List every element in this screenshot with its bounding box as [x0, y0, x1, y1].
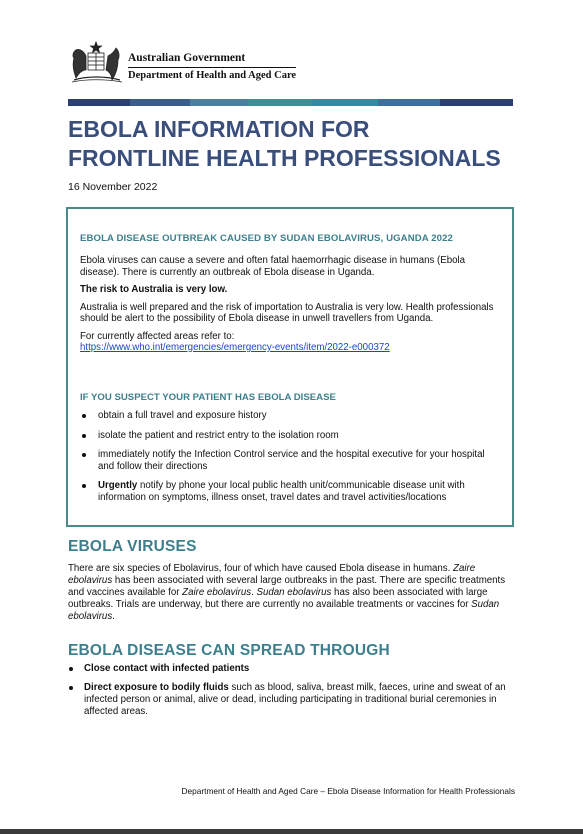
species-name: Zaire ebolavirus: [68, 563, 476, 586]
bullet-icon: [82, 484, 86, 488]
ebola-viruses-paragraph: [68, 563, 514, 623]
australian-coat-of-arms-icon: [68, 40, 124, 84]
bullet-icon: [69, 667, 73, 671]
outbreak-callout-box: [66, 207, 514, 527]
callout-intro: Ebola viruses can cause a severe and often fatal haemorrhagic disease in humans (Ebola disease). There is currently an outbreak of Ebola disease in Uganda.: [80, 255, 466, 278]
bullet-icon: [82, 453, 86, 457]
list-item: [68, 682, 514, 718]
document-date: 16 November 2022: [68, 181, 158, 193]
bullet-icon: [82, 434, 86, 438]
text-run: has also been associated with large outbreaks. Trials are underway, but there are currently no available treatments or vaccines for: [68, 587, 488, 610]
list-item: [80, 430, 500, 442]
list-item-bold: Urgently: [98, 480, 138, 491]
government-wordmark: [128, 52, 296, 82]
list-item-text: immediately notify the Infection Control service and the hospital executive for your hospital and follow their directions: [98, 449, 485, 472]
page-bottom-edge: [0, 829, 583, 834]
list-item-bold: Direct exposure to bodily fluids: [84, 682, 229, 693]
list-item: [80, 410, 500, 422]
color-bar-segment: [190, 99, 248, 106]
spread-list: [68, 663, 514, 725]
text-run: There are six species of Ebolavirus, four of which have caused Ebola disease in humans.: [68, 563, 454, 574]
risk-statement: The risk to Australia is very low.: [80, 284, 228, 295]
list-item: [68, 663, 514, 675]
species-name: Sudan ebolavirus: [256, 587, 332, 598]
text-run: .: [251, 587, 257, 598]
government-header: [68, 40, 328, 86]
text-run: .: [112, 611, 115, 622]
list-item: [80, 480, 500, 503]
document-title: [68, 115, 528, 173]
page-footer: Department of Health and Aged Care – Ebola Disease Information for Health Professionals: [181, 786, 515, 796]
species-name: Zaire ebolavirus: [182, 587, 252, 598]
callout-body: [80, 255, 500, 360]
callout-heading: EBOLA DISEASE OUTBREAK CAUSED BY SUDAN EBOLAVIRUS, UGANDA 2022: [80, 233, 453, 244]
list-item-bold: Close contact with infected patients: [84, 663, 250, 674]
color-bar-segment: [312, 99, 378, 106]
department-name: Department of Health and Aged Care: [128, 70, 297, 81]
spread-heading: EBOLA DISEASE CAN SPREAD THROUGH: [68, 642, 390, 659]
list-item-text: notify by phone your local public health unit/communicable disease unit with information on symptoms, illness onset, travel dates and travel activities/locations: [98, 480, 465, 503]
bullet-icon: [69, 686, 73, 690]
wordmark-divider: [128, 67, 296, 68]
color-bar-segment: [130, 99, 190, 106]
preparedness-text: Australia is well prepared and the risk of importation to Australia is very low. Health professionals should be alert to the possibility of Ebola disease in unwell travellers from Uganda.: [80, 301, 494, 324]
refer-label: For currently affected areas refer to:: [80, 330, 235, 342]
list-item-text: such as blood, saliva, breast milk, faeces, urine and sweat of an infected person or animal, alive or dead, including participating in traditional burial ceremonies in affected areas.: [84, 682, 506, 717]
color-bar-segment: [440, 99, 513, 106]
refer-text: [80, 331, 500, 354]
species-name: Sudan ebolavirus: [68, 599, 500, 622]
title-line-2: FRONTLINE HEALTH PROFESSIONALS: [68, 145, 501, 171]
suspect-patient-list: [80, 410, 500, 511]
title-line-1: EBOLA INFORMATION FOR: [68, 116, 370, 142]
list-item: [80, 449, 500, 472]
color-bar-segment: [248, 99, 312, 106]
who-link[interactable]: https://www.who.int/emergencies/emergency-events/item/2022-e000372: [80, 342, 390, 353]
list-item-text: obtain a full travel and exposure history: [98, 410, 267, 421]
color-bar-segment: [378, 99, 440, 106]
bullet-icon: [82, 414, 86, 418]
ebola-viruses-heading: EBOLA VIRUSES: [68, 538, 197, 555]
list-item-text: isolate the patient and restrict entry to the isolation room: [98, 429, 339, 441]
government-name: Australian Government: [128, 52, 246, 64]
callout-subheading: IF YOU SUSPECT YOUR PATIENT HAS EBOLA DISEASE: [80, 392, 336, 403]
header-color-bar: [68, 99, 513, 106]
color-bar-segment: [68, 99, 130, 106]
text-run: has been associated with several large outbreaks in the past. There are specific treatments and vaccines available for: [68, 575, 506, 598]
